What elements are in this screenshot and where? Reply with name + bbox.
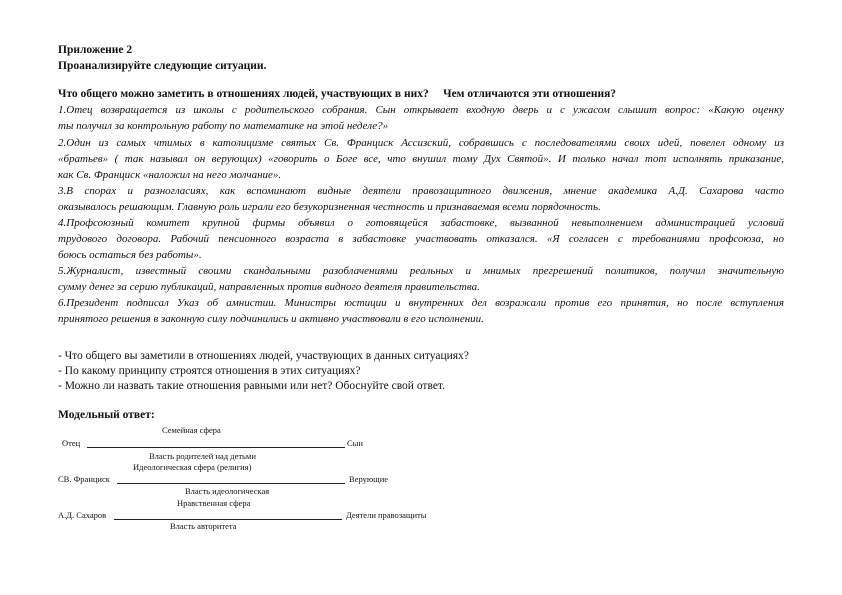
relation-line: [114, 519, 342, 520]
power-label: Власть авторитета: [170, 521, 237, 531]
sphere-label: Семейная сфера: [162, 425, 221, 435]
appendix-label: Приложение 2: [58, 44, 133, 56]
sphere-label: Нравственная сфера: [177, 498, 251, 508]
situation-line: «братьев» ( так называл он верующих) «говорить о Боге все, что внушил тому Дух Святой». И только начал тот исполнять приказание,: [58, 153, 784, 165]
main-question: Что общего можно заметить в отношениях людей, участвующих в них? Чем отличаются эти отношения?: [58, 88, 617, 100]
followup-question: - Что общего вы заметили в отношениях людей, участвующих в данных ситуациях?: [58, 350, 469, 362]
relation-right: Деятели правозащиты: [346, 510, 427, 520]
model-answer-title: Модельный ответ:: [58, 409, 155, 421]
situation-line: 2.Один из самых чтимых в католицизме святых Св. Франциск Ассизский, собравшись с последователями своих идей, повелел одному из: [58, 137, 784, 149]
relation-right: Верующие: [349, 474, 389, 484]
situation-line: 3.В спорах и разногласиях, как вспоминают видные деятели правозащитного движения, мнение академика А.Д. Сахарова часто: [58, 185, 784, 197]
situation-line: сумму денег за серию публикаций, направленных против видного деятеля правительства.: [58, 281, 480, 293]
situation-line: оказывалось решающим. Главную роль играли его безукоризненная честность и признаваемая всеми порядочность.: [58, 201, 601, 213]
relation-line: [87, 447, 345, 448]
situation-line: принятого решения в законную силу подчинились и активно участвовали в его исполнении.: [58, 313, 484, 325]
situation-line: боюсь остаться без работы».: [58, 249, 202, 261]
instruction: Проанализируйте следующие ситуации.: [58, 60, 267, 72]
sphere-label: Идеологическая сфера (религия): [133, 462, 252, 472]
situation-line: 4.Профсоюзный комитет крупной фирмы объявил о готовящейся забастовке, вызванной невыполнением администрацией условий: [58, 217, 784, 229]
power-label: Власть идеологическая: [185, 486, 270, 496]
followup-question: - Можно ли назвать такие отношения равными или нет? Обоснуйте свой ответ.: [58, 380, 445, 392]
situation-line: 5.Журналист, известный своими скандальными разоблачениями реальных и мнимых прегрешений политиков, получил значительную: [58, 265, 784, 277]
relation-line: [117, 483, 345, 484]
relation-left: Отец: [62, 438, 81, 448]
relation-right: Сын: [347, 438, 363, 448]
situation-line: 1.Отец возвращается из школы с родительского собрания. Сын открывает входную дверь и с ужасом слышит вопрос: «Какую оценку: [58, 104, 784, 116]
situation-line: ты получил за контрольную работу по математике на этой неделе?»: [58, 120, 389, 132]
followup-question: - По какому принципу строятся отношения в этих ситуациях?: [58, 365, 361, 377]
situation-line: как Св. Франциск «наложил на него молчание».: [58, 169, 282, 181]
situation-line: трудового договора. Рабочий пенсионного возраста в забастовке участвовать отказался. «Я согласен с требованиями профсоюза, но: [58, 233, 784, 245]
relation-left: СВ. Франциск: [58, 474, 110, 484]
situation-line: 6.Президент подписал Указ об амнистии. Министры юстиции и внутренних дел возражали против его принятия, но после вступления: [58, 297, 784, 309]
power-label: Власть родителей над детьми: [149, 451, 256, 461]
relation-left: А.Д. Сахаров: [58, 510, 107, 520]
